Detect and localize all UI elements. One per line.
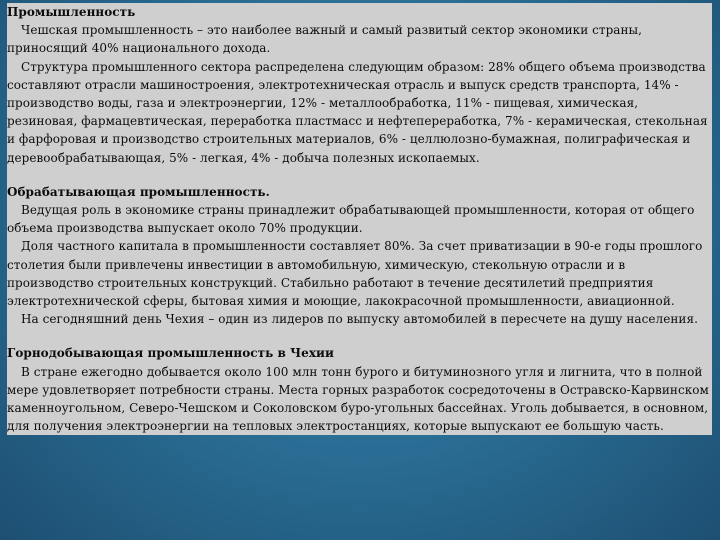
section-heading-manufacturing: Обрабатывающая промышленность. xyxy=(7,184,270,199)
paragraph: В стране ежегодно добывается около 100 млн тонн бурого и битуминозного угля и лигнита, что в полной мере удовлетворяет потребности страны. Места горных разработок сосредоточены в Остравско-Карвинском каменноугольном, Северо-Чешском и Соколовском буро-угольных бассейнах. Уголь добывается, в основном, для получения электроэнергии на тепловых электростанциях, которые выпускают ее большую часть. xyxy=(7,364,709,434)
section-heading-mining: Горнодобывающая промышленность в Чехии xyxy=(7,346,334,361)
paragraph: Доля частного капитала в промышленности составляет 80%. За счет приватизации в 90-е годы прошлого столетия были привлечены инвестиции в автомобильную, химическую, стекольную отрасли и в производство строительных конструкций. Стабильно работают в течение десятилетий предприятия электротехнической сферы, бытовая химия и моющие, лакокрасочной промышленности, авиационной. xyxy=(7,239,703,309)
spacer xyxy=(7,328,712,344)
text-block xyxy=(7,3,712,435)
paragraph: Структура промышленного сектора распределена следующим образом: 28% общего объема производства составляют отрасли машиностроения, электротехническая отрасль и выпуск средств транспорта, 14% - производство воды, газа и электроэнергии, 12% - металлообработка, 11% - пищевая, химическая, резиновая, фармацевтическая, переработка пластмасс и нефтепереработка, 7% - керамическая, стекольная и фарфоровая и производство строительных материалов, 6% - целлюлозно-бумажная, полиграфическая и деревообрабатывающая, 5% - легкая, 4% - добыча полезных ископаемых. xyxy=(7,59,708,165)
paragraph: Чешская промышленность – это наиболее важный и самый развитый сектор экономики страны, приносящий 40% национального дохода. xyxy=(7,23,643,56)
spacer xyxy=(7,167,712,183)
section-heading-industry: Промышленность xyxy=(7,5,136,19)
paragraph: На сегодняшний день Чехия – один из лидеров по выпуску автомобилей в пересчете на душу населения. xyxy=(21,312,698,327)
paragraph: Ведущая роль в экономике страны принадлежит обрабатывающей промышленности, которая от общего объема производства выпускает около 70% продукции. xyxy=(7,203,695,236)
